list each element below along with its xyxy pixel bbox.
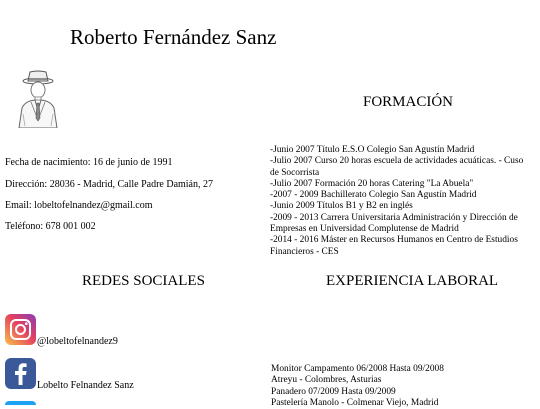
list-item: Monitor Campamento 06/2008 Hasta 09/2008: [271, 364, 444, 374]
experiencia-title: EXPERIENCIA LABORAL: [326, 273, 499, 289]
address: Dirección: 28036 - Madrid, Calle Padre Damián, 27: [5, 179, 213, 190]
list-item: Pastelería Manolo - Colmenar Viejo, Madrid: [271, 397, 439, 408]
list-item: Panadero 07/2009 Hasta 09/2009: [271, 386, 396, 397]
instagram-icon[interactable]: [5, 314, 36, 345]
formacion-title: FORMACIÓN: [363, 94, 454, 110]
instagram-handle[interactable]: @lobeltofelnandez9: [37, 336, 118, 347]
list-item: -Julio 2007 Formación 20 horas Catering "La Abuela": [270, 178, 474, 189]
formacion-list: [270, 145, 532, 258]
list-item: -Junio 2009 Títulos B1 y B2 en inglés: [270, 201, 413, 212]
list-item: -2009 - 2013 Carrera Universitaria Administración y Dirección de Empresas en Universidad Complutense de Madrid: [270, 212, 518, 235]
list-item: Atreyu - Colombres, Asturias: [271, 375, 382, 386]
candidate-name: Roberto Fernández Sanz: [70, 25, 277, 49]
phone: Teléfono: 678 001 002: [5, 221, 96, 232]
facebook-icon[interactable]: [5, 358, 36, 389]
facebook-name[interactable]: Lobelto Felnandez Sanz: [37, 380, 134, 391]
twitter-icon[interactable]: [5, 401, 36, 405]
list-item: -Julio 2007 Curso 20 horas escuela de actividades acuáticas. - Cuso de Socorrista: [270, 156, 524, 178]
twitter-link[interactable]: [5, 401, 36, 405]
instagram-link[interactable]: [5, 314, 36, 345]
facebook-link[interactable]: [5, 358, 36, 389]
email: Email: lobeltofelnandez@gmail.com: [5, 200, 153, 211]
redes-title: REDES SOCIALES: [82, 273, 205, 289]
list-item: -2014 - 2016 Máster en Recursos Humanos en Centro de Estudios Financieros - CES: [270, 235, 518, 257]
list-item: -Junio 2007 Título E.S.O Colegio San Agustín Madrid: [270, 145, 475, 155]
experiencia-list: [271, 364, 533, 409]
list-item: -2007 - 2009 Bachillerato Colegio San Agustín Madrid: [270, 190, 477, 201]
person-with-hat-icon: [5, 70, 70, 128]
birth-date: Fecha de nacimiento: 16 de junio de 1991: [5, 157, 173, 168]
